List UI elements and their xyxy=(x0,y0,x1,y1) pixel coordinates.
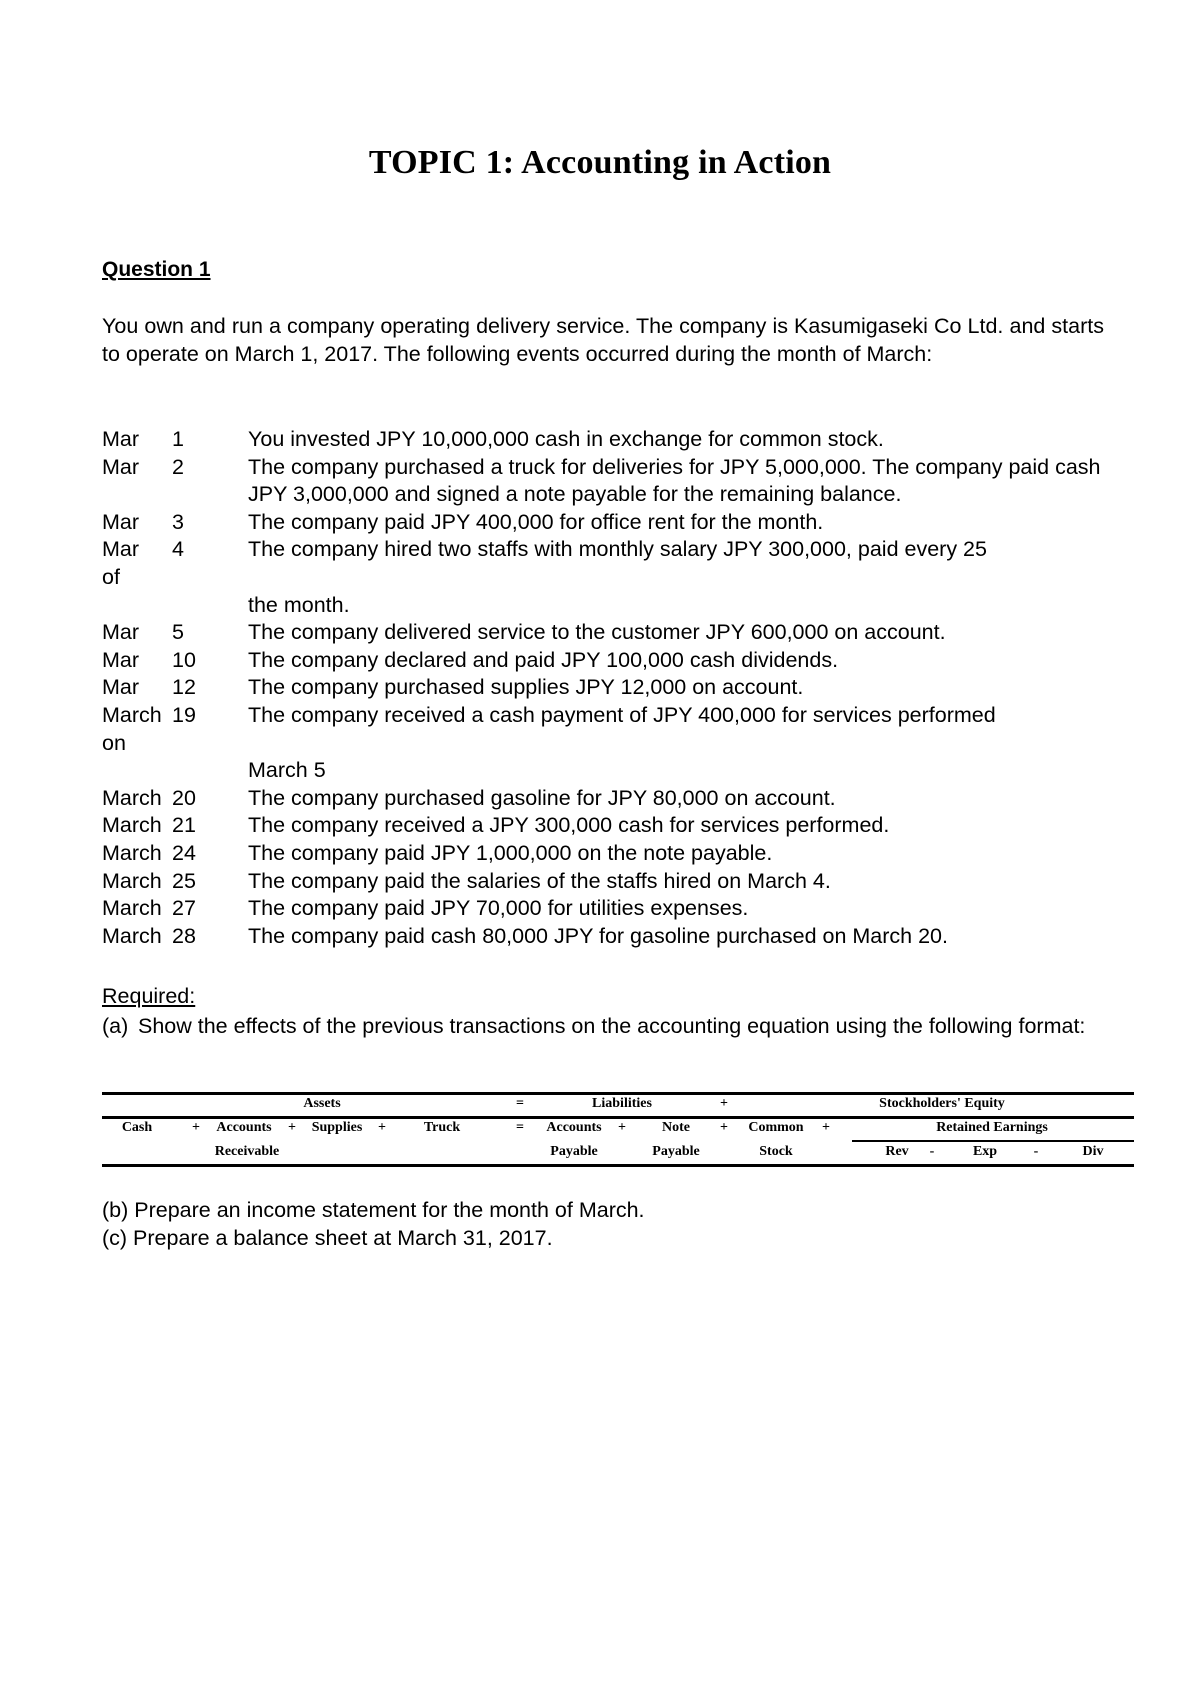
op-minus: - xyxy=(929,1144,935,1159)
part-a-text: Show the effects of the previous transactions on the accounting equation using the following format: xyxy=(138,1014,1086,1038)
sub-payable: Payable xyxy=(652,1144,700,1159)
page-title: TOPIC 1: Accounting in Action xyxy=(368,144,832,181)
col-cash: Cash xyxy=(121,1120,153,1135)
event-text: The company purchased supplies JPY 12,000 on account. xyxy=(248,675,804,700)
header-assets: Assets xyxy=(303,1096,341,1111)
intro-paragraph: You own and run a company operating delivery service. The company is Kasumigaseki Co Ltd. and starts to operate on March 1, 2017. The following events occurred during the month of March: xyxy=(102,314,1104,366)
op-minus: - xyxy=(1033,1144,1039,1159)
event-text: The company paid JPY 1,000,000 on the note payable. xyxy=(248,840,773,865)
event-row: March 27 The company paid JPY 70,000 for utilities expenses. xyxy=(102,895,1112,923)
event-row: March 19 on The company received a cash payment of JPY 400,000 for services performed March 5 xyxy=(102,702,1112,785)
event-row: Mar 1 You invested JPY 10,000,000 cash in exchange for common stock. xyxy=(102,426,1112,454)
op-plus: + xyxy=(618,1120,626,1135)
op-plus: + xyxy=(822,1120,830,1135)
event-text: The company hired two staffs with monthly salary JPY 300,000, paid every 25 the month. xyxy=(248,537,987,617)
event-row: March 20 The company purchased gasoline for JPY 80,000 on account. xyxy=(102,785,1112,813)
part-a xyxy=(102,1012,1104,1040)
event-row: Mar 2 The company purchased a truck for deliveries for JPY 5,000,000. The company paid cash JPY 3,000,000 and signed a note payable for the remaining balance. xyxy=(102,454,1112,509)
event-text: The company received a cash payment of JPY 400,000 for services performed March 5 xyxy=(248,702,996,783)
header-liabilities: Liabilities xyxy=(592,1096,652,1111)
table-top-rule xyxy=(102,1092,1134,1095)
event-text: The company delivered service to the customer JPY 600,000 on account. xyxy=(248,620,946,645)
col-supplies: Supplies xyxy=(311,1120,363,1135)
question-heading: Question 1 xyxy=(102,258,211,281)
event-text: The company paid the salaries of the staffs hired on March 4. xyxy=(248,868,831,893)
accounting-equation-table xyxy=(102,1092,1134,1168)
op-equals: = xyxy=(516,1120,524,1135)
col-accounts-receivable: Accounts xyxy=(216,1120,272,1135)
header-equals: = xyxy=(516,1096,524,1111)
col-accounts-payable: Accounts xyxy=(546,1120,602,1135)
event-text: The company paid JPY 70,000 for utilities expenses. xyxy=(248,896,749,921)
table-mid-rule xyxy=(102,1116,1134,1119)
event-row: March 21 The company received a JPY 300,000 cash for services performed. xyxy=(102,812,1112,840)
col-truck: Truck xyxy=(423,1120,461,1135)
event-row: Mar 4 of The company hired two staffs with monthly salary JPY 300,000, paid every 25 the month. xyxy=(102,536,1112,619)
event-row: Mar 3 The company paid JPY 400,000 for office rent for the month. xyxy=(102,509,1112,537)
event-text: The company received a JPY 300,000 cash for services performed. xyxy=(248,813,890,838)
event-row: Mar 10 The company declared and paid JPY 100,000 cash dividends. xyxy=(102,647,1112,675)
sub-payable: Payable xyxy=(550,1144,598,1159)
part-c: (c) Prepare a balance sheet at March 31, 2017. xyxy=(102,1226,553,1250)
sub-exp: Exp xyxy=(972,1144,998,1159)
event-row: March 24 The company paid JPY 1,000,000 on the note payable. xyxy=(102,840,1112,868)
col-common-stock: Common xyxy=(748,1120,804,1135)
event-row: Mar 5 The company delivered service to the customer JPY 600,000 on account. xyxy=(102,619,1112,647)
parts-b-c xyxy=(102,1196,645,1252)
event-list xyxy=(102,426,1112,950)
part-a-label: (a) xyxy=(102,1014,129,1038)
event-text: The company declared and paid JPY 100,000 cash dividends. xyxy=(248,647,839,672)
event-text: The company purchased a truck for deliveries for JPY 5,000,000. The company paid cash JPY 3,000,000 and signed a note payable for the remaining balance. xyxy=(248,454,1101,507)
op-plus: + xyxy=(720,1120,728,1135)
retained-earnings-rule xyxy=(852,1140,1134,1142)
event-text: The company paid JPY 400,000 for office rent for the month. xyxy=(248,509,824,534)
event-text: The company purchased gasoline for JPY 80,000 on account. xyxy=(248,785,836,810)
event-text: The company paid cash 80,000 JPY for gasoline purchased on March 20. xyxy=(248,923,948,948)
sub-div: Div xyxy=(1082,1144,1104,1159)
event-row: Mar 12 The company purchased supplies JPY 12,000 on account. xyxy=(102,674,1112,702)
part-b: (b) Prepare an income statement for the month of March. xyxy=(102,1198,645,1222)
col-retained-earnings: Retained Earnings xyxy=(936,1120,1048,1135)
event-text: You invested JPY 10,000,000 cash in exchange for common stock. xyxy=(248,427,884,451)
header-plus: + xyxy=(720,1096,728,1111)
op-plus: + xyxy=(378,1120,386,1135)
required-label: Required: xyxy=(102,984,196,1008)
event-row: March 25 The company paid the salaries of the staffs hired on March 4. xyxy=(102,868,1112,896)
col-note-payable: Note xyxy=(662,1120,690,1135)
sub-receivable: Receivable xyxy=(214,1144,280,1159)
sub-rev: Rev xyxy=(885,1144,909,1159)
op-plus: + xyxy=(288,1120,296,1135)
event-row: March 28 The company paid cash 80,000 JPY for gasoline purchased on March 20. xyxy=(102,923,1112,951)
table-bottom-rule xyxy=(102,1164,1134,1167)
sub-stock: Stock xyxy=(759,1144,793,1159)
op-plus: + xyxy=(192,1120,200,1135)
header-stockholders-equity: Stockholders' Equity xyxy=(879,1096,1005,1111)
